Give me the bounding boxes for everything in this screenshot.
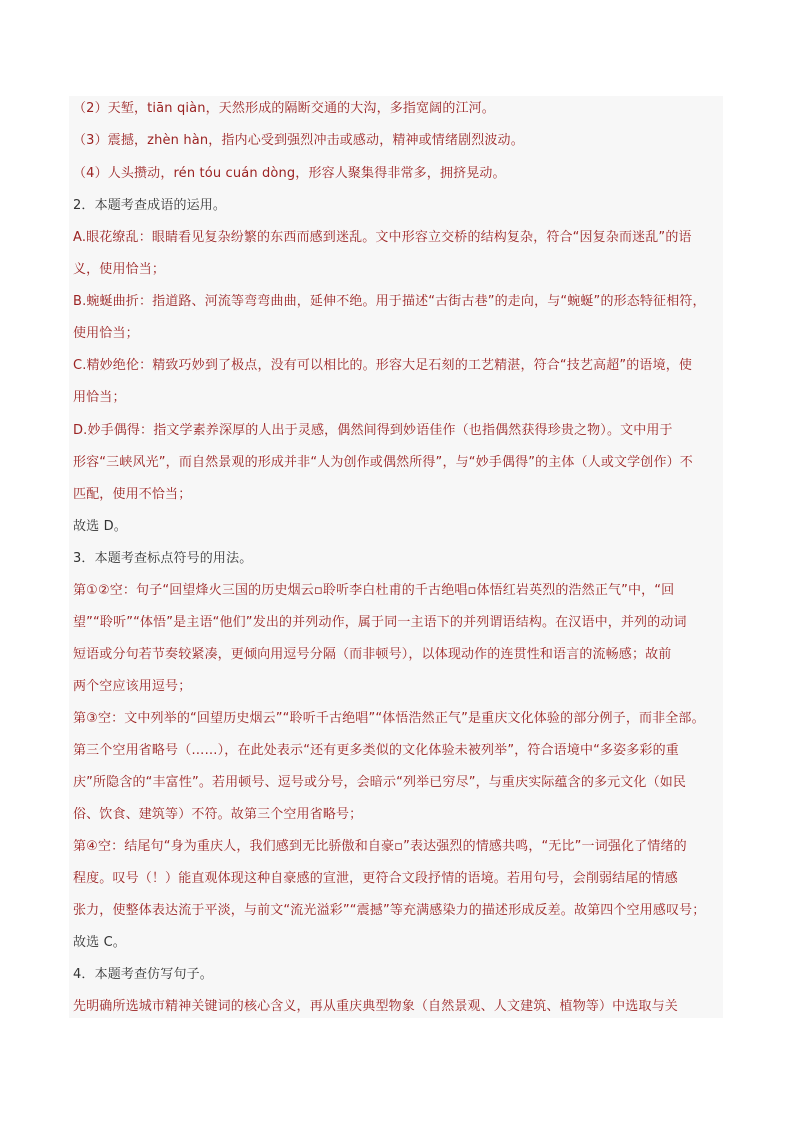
- option-b-line-2: 使用恰当；: [73, 326, 139, 341]
- option-a-line-1: A.眼花缭乱：眼睛看见复杂纷繁的东西而感到迷乱。文中形容立交桥的结构复杂，符合“因复杂而迷乱”的语: [73, 230, 692, 245]
- blank-4-line-1: 第④空：结尾句“身为重庆人，我们感到无比骄傲和自豪▫”表达强烈的情感共鸣，“无比”一词强化了情绪的: [73, 839, 687, 854]
- blank-3-line-3: 庆”所隐含的“丰富性”。若用顿号、逗号或分号，会暗示“列举已穷尽”，与重庆实际蕴含的多元文化（如民: [73, 775, 687, 790]
- option-c-line-2: 用恰当；: [73, 390, 126, 405]
- option-d-line-3: 匹配，使用不恰当；: [73, 487, 192, 502]
- blank-3-line-4: 俗、饮食、建筑等）不符。故第三个空用省略号；: [73, 807, 363, 822]
- blank-4-line-3: 张力，使整体表达流于平淡，与前文“流光溢彩”“震撼”等充满感染力的描述形成反差。故第四个空用感叹号；: [73, 903, 706, 918]
- answer-line-4-rentoucuandong: （4）人头攒动，rén tóu cuán dòng，形容人聚集得非常多，拥挤晃动。: [73, 166, 506, 181]
- option-d-line-2: 形容“三峡风光”，而自然景观的形成并非“人为创作或偶然所得”，与“妙手偶得”的主体（人或文学创作）不: [73, 455, 693, 470]
- answer-line-3-zhenhan: （3）震撼，zhèn hàn，指内心受到强烈冲击或感动，精神或情绪剧烈波动。: [73, 133, 524, 148]
- blank-3-line-2: 第三个空用省略号（……），在此处表示“还有更多类似的文化体验未被列举”，符合语境中“多姿多彩的重: [73, 743, 679, 758]
- answer-line-2-tianqian: （2）天堑，tiān qiàn，天然形成的隔断交通的大沟，多指宽阔的江河。: [73, 101, 495, 116]
- question-3-heading: 3．本题考查标点符号的用法。: [73, 551, 253, 566]
- answer-explanation-text: [69, 96, 723, 1018]
- blank-1-2-line-2: 望”“聆听”“体悟”是主语“他们”发出的并列动作，属于同一主语下的并列谓语结构。在汉语中，并列的动词: [73, 615, 687, 630]
- question-2-heading: 2．本题考查成语的运用。: [73, 198, 227, 213]
- option-d-line-1: D.妙手偶得：指文学素养深厚的人出于灵感，偶然间得到妙语佳作（也指偶然获得珍贵之物）。文中用于: [73, 423, 673, 438]
- question-4-heading: 4．本题考查仿写句子。: [73, 967, 213, 982]
- question-4-line-1: 先明确所选城市精神关键词的核心含义，再从重庆典型物象（自然景观、人文建筑、植物等）中选取与关: [73, 999, 678, 1014]
- blank-4-line-2: 程度。叹号（！）能直观体现这种自豪感的宣泄，更符合文段抒情的语境。若用句号，会削弱结尾的情感: [73, 871, 678, 886]
- option-b-line-1: B.蜿蜒曲折：指道路、河流等弯弯曲曲，延伸不绝。用于描述“古街古巷”的走向，与“蜿蜒”的形态特征相符，: [73, 294, 706, 309]
- blank-1-2-line-1: 第①②空：句子“回望烽火三国的历史烟云▫聆听李白杜甫的千古绝唱▫体悟红岩英烈的浩然正气”中，“回: [73, 583, 675, 598]
- option-a-line-2: 义，使用恰当；: [73, 262, 166, 277]
- blank-1-2-line-4: 两个空应该用逗号；: [73, 679, 192, 694]
- question-2-answer: 故选 D。: [73, 519, 127, 534]
- blank-1-2-line-3: 短语或分句若节奏较紧凑，更倾向用逗号分隔（而非顿号），以体现动作的连贯性和语言的流畅感；故前: [73, 647, 672, 662]
- blank-3-line-1: 第③空：文中列举的“回望历史烟云”“聆听千古绝唱”“体悟浩然正气”是重庆文化体验的部分例子，而非全部。: [73, 711, 705, 726]
- option-c-line-1: C.精妙绝伦：精致巧妙到了极点，没有可以相比的。形容大足石刻的工艺精湛，符合“技艺高超”的语境，使: [73, 358, 693, 373]
- question-3-answer: 故选 C。: [73, 935, 126, 950]
